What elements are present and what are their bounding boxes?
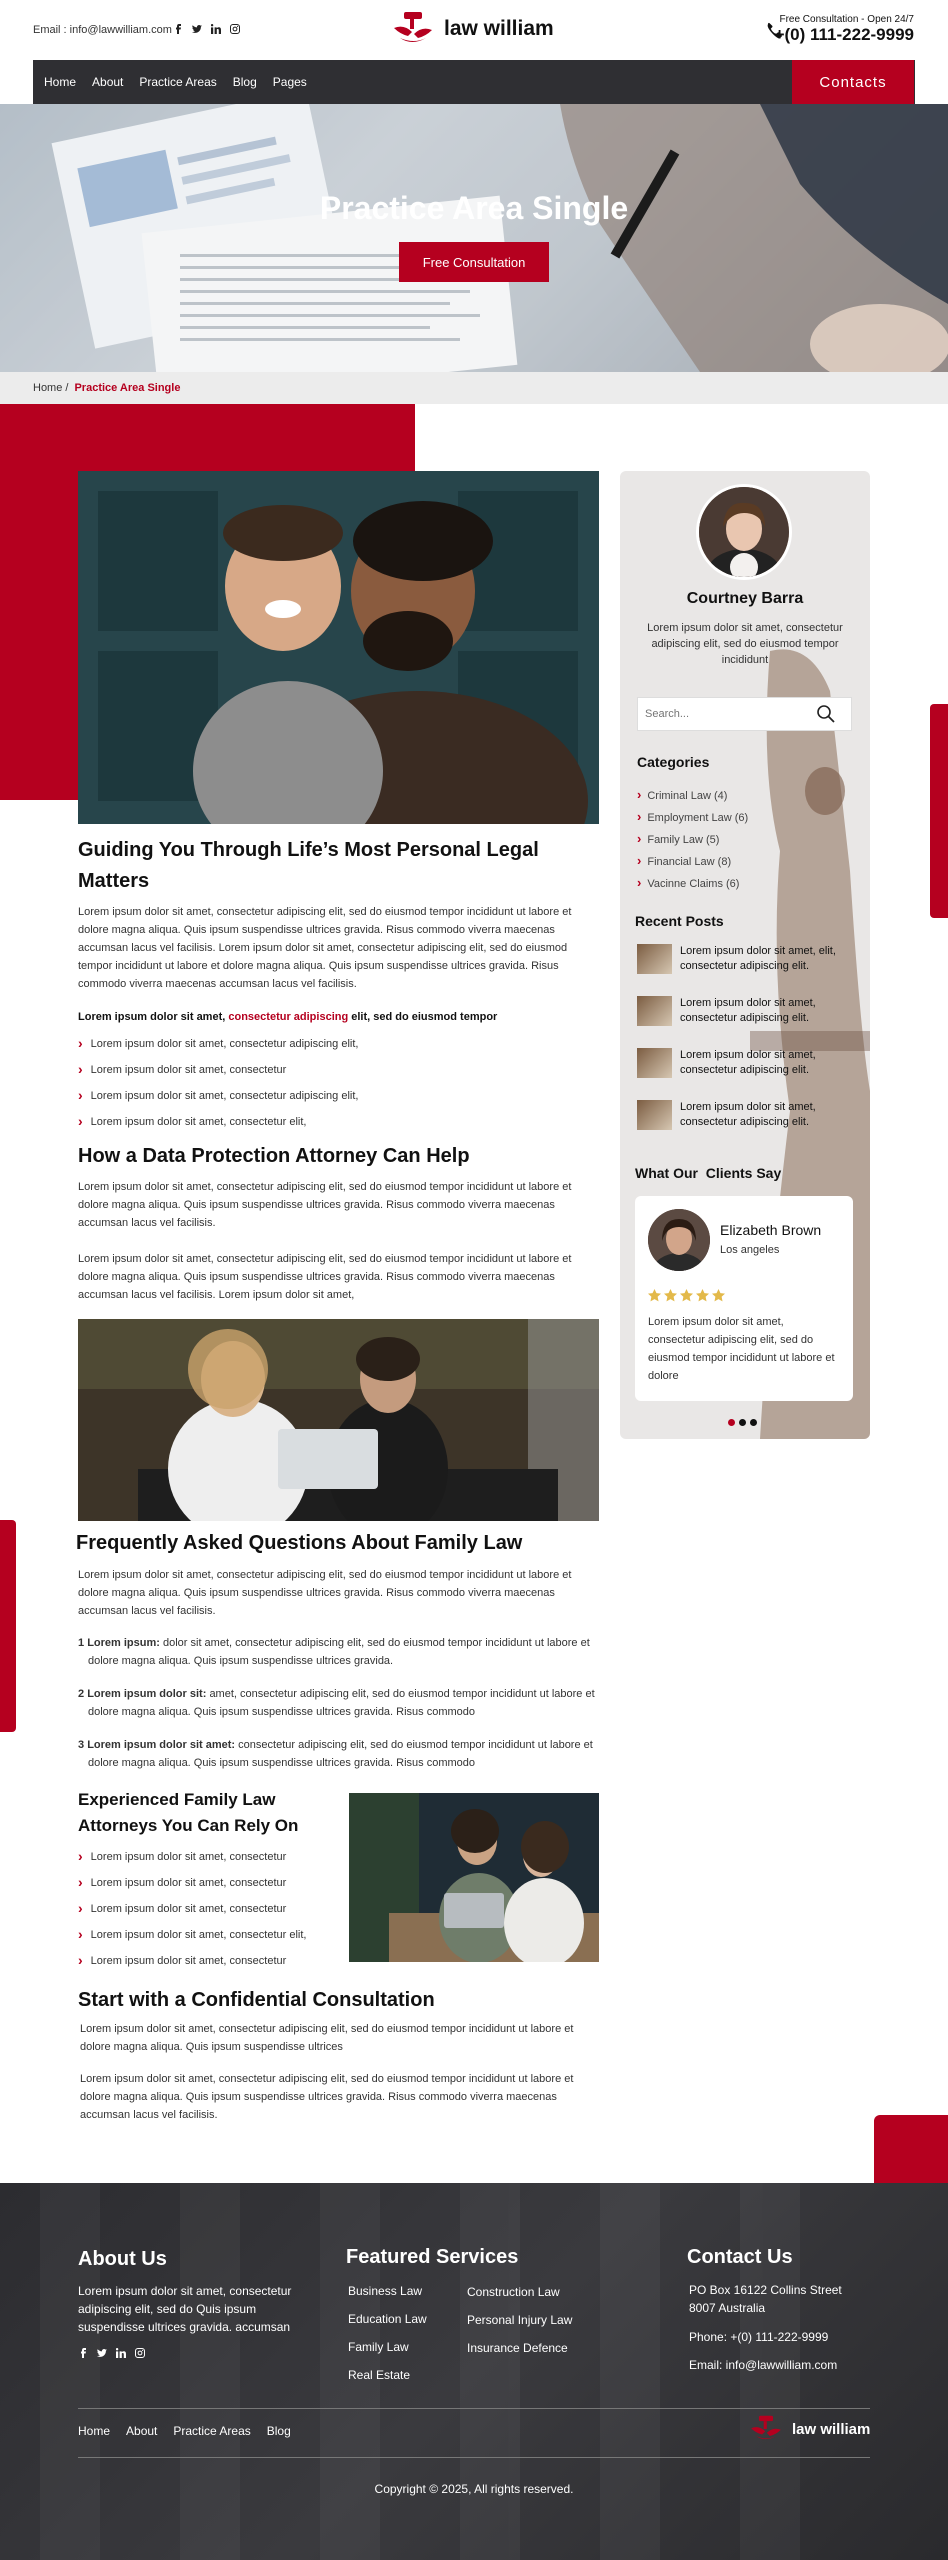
article-heading-4: Experienced Family Law Attorneys You Can Rely On xyxy=(78,1790,299,1835)
footer-logo[interactable] xyxy=(748,2414,870,2444)
category-vacinne-claims[interactable]: › Vacinne Claims (6) xyxy=(637,875,748,897)
hero-banner xyxy=(0,104,948,372)
article-paragraph-6: Lorem ipsum dolor sit amet, consectetur adipiscing elit, sed do eiusmod tempor incididunt ut labore et dolore magna aliqua. Quis ipsum suspendisse ultrices gravida. Risus commodo viverra maecenas accumsan lacus vel facilisis. xyxy=(80,2073,574,2121)
footer-brand-name: law william xyxy=(792,2420,871,2438)
category-criminal-law[interactable]: › Criminal Law (4) xyxy=(637,787,748,809)
breadcrumb-current: Practice Area Single xyxy=(74,382,181,394)
post-thumbnail xyxy=(637,1048,672,1078)
header-consultation xyxy=(775,14,914,45)
brand-name: law william xyxy=(444,17,554,40)
footer-divider xyxy=(78,2457,870,2458)
footer-service-education-law[interactable]: Education Law xyxy=(348,2312,427,2326)
scales-logo-icon xyxy=(390,10,436,48)
list-item: › Lorem ipsum dolor sit amet, consectetur adipiscing elit, xyxy=(78,1087,596,1113)
recent-posts-list xyxy=(637,944,852,1152)
list-item: › Lorem ipsum dolor sit amet, consectetur xyxy=(78,1061,596,1087)
facebook-icon[interactable] xyxy=(78,2348,88,2358)
linkedin-icon[interactable] xyxy=(116,2348,126,2358)
testimonial-pagination xyxy=(726,1413,759,1431)
list-item: › Lorem ipsum dolor sit amet, consectetur xyxy=(78,1900,348,1926)
article-bullet-list-1 xyxy=(78,1035,596,1139)
article-paragraph-5: Lorem ipsum dolor sit amet, consectetur adipiscing elit, sed do eiusmod tempor incididunt ut labore et dolore magna aliqua. Quis ipsum suspendisse ultrices xyxy=(80,2023,574,2053)
article-lead-start: Lorem ipsum dolor sit amet, xyxy=(78,1011,226,1023)
footer-link-practice-areas[interactable]: Practice Areas xyxy=(173,2424,251,2438)
star-rating xyxy=(648,1289,725,1302)
client-name: Elizabeth Brown xyxy=(720,1222,822,1238)
search-input[interactable] xyxy=(645,700,805,728)
faq-number: 1 xyxy=(78,1637,85,1649)
footer-contact-title: Contact Us xyxy=(687,2246,793,2268)
article-heading-3: Frequently Asked Questions About Family Law xyxy=(76,1532,523,1554)
article-paragraph-1: Lorem ipsum dolor sit amet, consectetur adipiscing elit, sed do eiusmod tempor incididunt ut labore et dolore magna aliqua. Quis ipsum suspendisse ultrices gravida. Risus commodo viverra maecenas accumsan lacus vel facilisis. Lorem ipsum dolor sit amet, consectetur adipiscing elit, sed do eiusmod tempor incididunt ut labore et dolore magna aliqua. Quis ipsum suspendisse ultrices gravida. Risus commodo viverra maecenas accumsan lacus vel facilisis. xyxy=(78,906,572,990)
father-child-image xyxy=(78,471,599,824)
header-social-links xyxy=(173,24,240,34)
article-lead-end: elit, sed do eiusmod tempor xyxy=(351,1011,498,1023)
faq-number: 2 xyxy=(78,1688,85,1700)
footer-nav xyxy=(78,2424,291,2438)
post-title[interactable]: Lorem ipsum dolor sit amet, consectetur adipiscing elit. xyxy=(680,1049,816,1076)
post-thumbnail xyxy=(637,996,672,1026)
article-paragraph-2: Lorem ipsum dolor sit amet, consectetur adipiscing elit, sed do eiusmod tempor incididunt ut labore et dolore magna aliqua. Quis ipsum suspendisse ultrices gravida. Risus commodo viverra maecenas accumsan lacus vel facilisis. xyxy=(78,1181,572,1229)
client-location: Los angeles xyxy=(720,1244,780,1256)
footer-link-blog[interactable]: Blog xyxy=(266,2424,291,2438)
footer-service-construction-law[interactable]: Construction Law xyxy=(467,2285,560,2299)
article-bullet-list-2 xyxy=(78,1848,348,1978)
footer-service-real-estate[interactable]: Real Estate xyxy=(348,2368,411,2382)
linkedin-icon[interactable] xyxy=(211,24,221,34)
star-icon xyxy=(648,1289,661,1302)
footer-service-insurance-defence[interactable]: Insurance Defence xyxy=(467,2341,568,2355)
faq-item xyxy=(78,1736,596,1787)
header-email[interactable]: Email : info@lawwilliam.com xyxy=(33,24,172,36)
article-paragraph-3: Lorem ipsum dolor sit amet, consectetur adipiscing elit, sed do eiusmod tempor incididunt ut labore et dolore magna aliqua. Quis ipsum suspendisse ultrices gravida. Risus commodo viverra maecenas accumsan lacus vel facilisis. Lorem ipsum dolor sit amet, xyxy=(78,1253,572,1301)
faq-list xyxy=(78,1634,596,1787)
star-icon xyxy=(664,1289,677,1302)
recent-post[interactable] xyxy=(637,1100,852,1152)
category-financial-law[interactable]: › Financial Law (8) xyxy=(637,853,748,875)
nav-menu xyxy=(44,60,307,104)
footer-link-about[interactable]: About xyxy=(126,2424,158,2438)
footer-service-personal-injury-law[interactable]: Personal Injury Law xyxy=(467,2313,573,2327)
recent-post[interactable] xyxy=(637,1048,852,1100)
faq-answer: amet, consectetur adipiscing elit, sed do eiusmod tempor incididunt ut labore et dolore magna aliqua. Quis ipsum suspendisse ultrices gravida. Risus commodo xyxy=(88,1688,595,1718)
attorney-avatar xyxy=(696,484,792,580)
testimonials-title: What Our Clients Say xyxy=(635,1165,782,1181)
testimonial-text: Lorem ipsum dolor sit amet, consectetur adipiscing elit, sed do eiusmod tempor incididunt ut labore et dolore xyxy=(648,1316,835,1382)
footer-social-links xyxy=(78,2348,145,2358)
footer-services-title: Featured Services xyxy=(346,2246,519,2268)
article-lead xyxy=(78,1008,596,1026)
article-lead-highlight[interactable]: consectetur adipiscing xyxy=(228,1011,349,1023)
post-thumbnail xyxy=(637,944,672,974)
footer-link-home[interactable]: Home xyxy=(78,2424,111,2438)
nav-pages[interactable]: Pages xyxy=(272,75,307,89)
recent-posts-title: Recent Posts xyxy=(635,913,724,929)
list-item: › Lorem ipsum dolor sit amet, consectetur xyxy=(78,1848,348,1874)
office-consultation-image xyxy=(349,1793,599,1962)
footer-email[interactable]: Email: info@lawwilliam.com xyxy=(689,2358,838,2372)
facebook-icon[interactable] xyxy=(173,24,183,34)
consultation-label: Free Consultation - Open 24/7 xyxy=(779,14,914,25)
footer-address: PO Box 16122 Collins Street 8007 Australia xyxy=(689,2283,842,2315)
star-icon xyxy=(680,1289,693,1302)
article-paragraph-4: Lorem ipsum dolor sit amet, consectetur adipiscing elit, sed do eiusmod tempor incididunt ut labore et dolore magna aliqua. Quis ipsum suspendisse ultrices gravida. Risus commodo viverra maecenas accumsan lacus vel facilisis. xyxy=(78,1569,572,1617)
nav-blog[interactable]: Blog xyxy=(232,75,257,89)
faq-question: Lorem ipsum dolor sit amet: xyxy=(87,1739,236,1751)
list-item: › Lorem ipsum dolor sit amet, consectetur xyxy=(78,1874,348,1900)
faq-question: Lorem ipsum: xyxy=(87,1637,160,1649)
footer-service-family-law[interactable]: Family Law xyxy=(348,2340,409,2354)
list-item: › Lorem ipsum dolor sit amet, consectetur xyxy=(78,1952,348,1978)
hero-title: Practice Area Single xyxy=(319,190,629,226)
decorative-red-corner xyxy=(874,2115,948,2183)
client-avatar xyxy=(648,1209,710,1271)
recent-post[interactable] xyxy=(637,944,852,996)
decorative-red-tab-right xyxy=(930,704,948,918)
pagination-dot[interactable] xyxy=(739,1419,746,1426)
list-item: › Lorem ipsum dolor sit amet, consectetur elit, xyxy=(78,1926,348,1952)
free-consultation-button[interactable]: Free Consultation xyxy=(399,242,549,282)
lawyer-meeting-image xyxy=(78,1319,599,1521)
faq-answer: consectetur adipiscing elit, sed do eiusmod tempor incididunt ut labore et dolore magna aliqua. Quis ipsum suspendisse ultrices gravida. Risus commodo xyxy=(88,1739,593,1769)
article-heading-2: How a Data Protection Attorney Can Help xyxy=(78,1145,470,1167)
attorney-name: Courtney Barra xyxy=(686,590,804,607)
category-employment-law[interactable]: › Employment Law (6) xyxy=(637,809,748,831)
hero-background-image xyxy=(0,104,948,372)
breadcrumb-home[interactable]: Home / xyxy=(33,382,69,394)
copyright: Copyright © 2025, All rights reserved. xyxy=(374,2482,574,2496)
footer-about-text: Lorem ipsum dolor sit amet, consectetur adipiscing elit, sed do Quis ipsum suspendisse ultrices gravida. accumsan xyxy=(78,2284,292,2334)
star-icon xyxy=(696,1289,709,1302)
pagination-dot[interactable] xyxy=(750,1419,757,1426)
footer-about-title: About Us xyxy=(78,2248,167,2270)
pagination-dot-active[interactable] xyxy=(728,1419,735,1426)
categories-title: Categories xyxy=(637,754,710,770)
list-item: › Lorem ipsum dolor sit amet, consectetur adipiscing elit, xyxy=(78,1035,596,1061)
twitter-icon[interactable] xyxy=(97,2348,107,2358)
footer-phone[interactable]: Phone: +(0) 111-222-9999 xyxy=(689,2330,829,2344)
header-phone[interactable]: +(0) 111-222-9999 xyxy=(774,25,914,44)
category-family-law[interactable]: › Family Law (5) xyxy=(637,831,748,853)
attorney-bio: Lorem ipsum dolor sit amet, consectetur adipiscing elit, sed do eiusmod tempor incididunt xyxy=(647,622,843,666)
article-heading-5: Start with a Confidential Consultation xyxy=(78,1989,435,2011)
nav-practice-areas[interactable]: Practice Areas xyxy=(139,75,217,89)
post-thumbnail xyxy=(637,1100,672,1130)
categories-list xyxy=(637,787,748,897)
faq-number: 3 xyxy=(78,1739,85,1751)
instagram-icon[interactable] xyxy=(230,24,240,34)
post-title[interactable]: Lorem ipsum dolor sit amet, consectetur adipiscing elit. xyxy=(680,997,816,1024)
faq-question: Lorem ipsum dolor sit: xyxy=(87,1688,207,1700)
faq-answer: dolor sit amet, consectetur adipiscing elit, sed do eiusmod tempor incididunt ut labore et dolore magna aliqua. Quis ipsum suspendisse ultrices gravida. xyxy=(88,1637,590,1667)
faq-item xyxy=(78,1685,596,1736)
footer-services-col2 xyxy=(467,2285,572,2369)
footer-divider xyxy=(78,2408,870,2409)
contacts-button[interactable]: Contacts xyxy=(792,60,914,104)
search-icon[interactable] xyxy=(816,704,836,724)
twitter-icon[interactable] xyxy=(192,24,202,34)
faq-item xyxy=(78,1634,596,1685)
instagram-icon[interactable] xyxy=(135,2348,145,2358)
breadcrumb xyxy=(33,382,180,394)
nav-about[interactable]: About xyxy=(92,75,124,89)
header-logo[interactable] xyxy=(390,10,554,48)
decorative-red-tab-left xyxy=(0,1520,16,1732)
recent-post[interactable] xyxy=(637,996,852,1048)
post-title[interactable]: Lorem ipsum dolor sit amet, consectetur adipiscing elit. xyxy=(680,1101,816,1128)
article-heading-1: Guiding You Through Life’s Most Personal Legal Matters xyxy=(78,839,539,892)
scales-logo-icon xyxy=(748,2414,784,2444)
star-icon xyxy=(712,1289,725,1302)
list-item: › Lorem ipsum dolor sit amet, consectetur elit, xyxy=(78,1113,596,1139)
footer-services-col1 xyxy=(348,2284,427,2396)
nav-home[interactable]: Home xyxy=(44,75,77,89)
footer-service-business-law[interactable]: Business Law xyxy=(348,2284,423,2298)
post-title[interactable]: Lorem ipsum dolor sit amet, elit, consectetur adipiscing elit. xyxy=(680,945,836,972)
